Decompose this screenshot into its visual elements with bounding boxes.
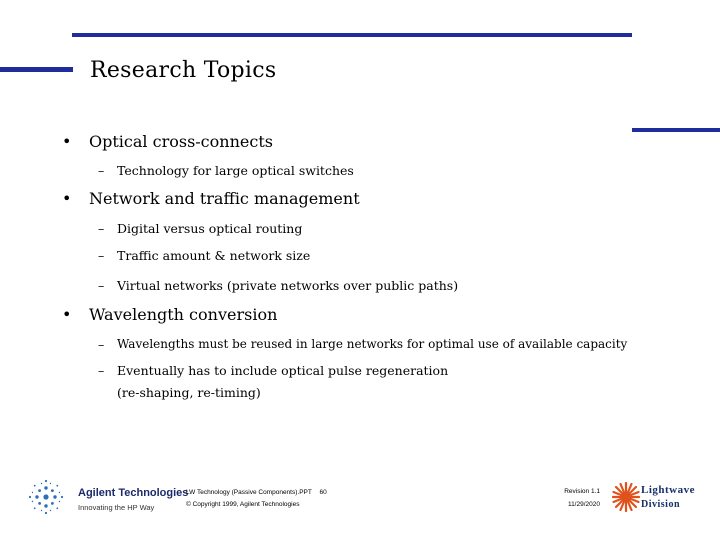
bullet-marker: • [62, 189, 72, 208]
sub-bullet-marker: – [98, 221, 105, 236]
agilent-spark-icon [26, 477, 66, 517]
sub-bullet-marker: – [98, 337, 105, 352]
sub-bullet-marker: – [98, 163, 105, 178]
right-rule [632, 128, 720, 132]
sub-bullet-text: Technology for large optical switches [117, 163, 354, 178]
footer-file-name: LW Technology (Passive Components).PPT [186, 489, 312, 496]
sub-bullet-text: Virtual networks (private networks over public paths) [117, 278, 459, 293]
sub-bullet-text: Traffic amount & network size [117, 248, 311, 263]
footer-revision: Revision 1.1 [564, 488, 600, 495]
sub-bullet-marker: – [98, 363, 105, 378]
agilent-company-name: Agilent Technologies [78, 487, 189, 499]
sunburst-icon [612, 482, 640, 512]
bullet-text: Network and traffic management [89, 189, 360, 208]
footer-page-number: 60 [319, 489, 327, 496]
sub-bullet-text: Eventually has to include optical pulse regeneration [117, 363, 449, 378]
sub-bullet-marker: – [98, 278, 105, 293]
division-word: Division [641, 499, 681, 510]
footer-copyright: © Copyright 1999, Agilent Technologies [186, 501, 300, 508]
sub-bullet-text: (re-shaping, re-timing) [117, 385, 261, 400]
bullet-marker: • [62, 305, 72, 324]
slide-title: Research Topics [90, 58, 277, 83]
sub-bullet-text: Digital versus optical routing [117, 221, 303, 236]
bullet-marker: • [62, 132, 72, 151]
top-rule [72, 33, 632, 37]
footer-date: 11/29/2020 [567, 501, 600, 508]
bullet-text: Optical cross-connects [89, 132, 273, 151]
sub-bullet-marker: – [98, 248, 105, 263]
sub-bullet-text: Wavelengths must be reused in large networks for optimal use of available capacity [117, 337, 628, 351]
agilent-logo [26, 477, 189, 517]
left-rule [0, 67, 73, 72]
lightwave-division-logo [612, 482, 716, 516]
bullet-text: Wavelength conversion [89, 305, 278, 324]
agilent-tagline: Innovating the HP Way [78, 503, 155, 512]
footer-file-info [186, 489, 327, 496]
lightwave-word: Lightwave [641, 484, 695, 496]
